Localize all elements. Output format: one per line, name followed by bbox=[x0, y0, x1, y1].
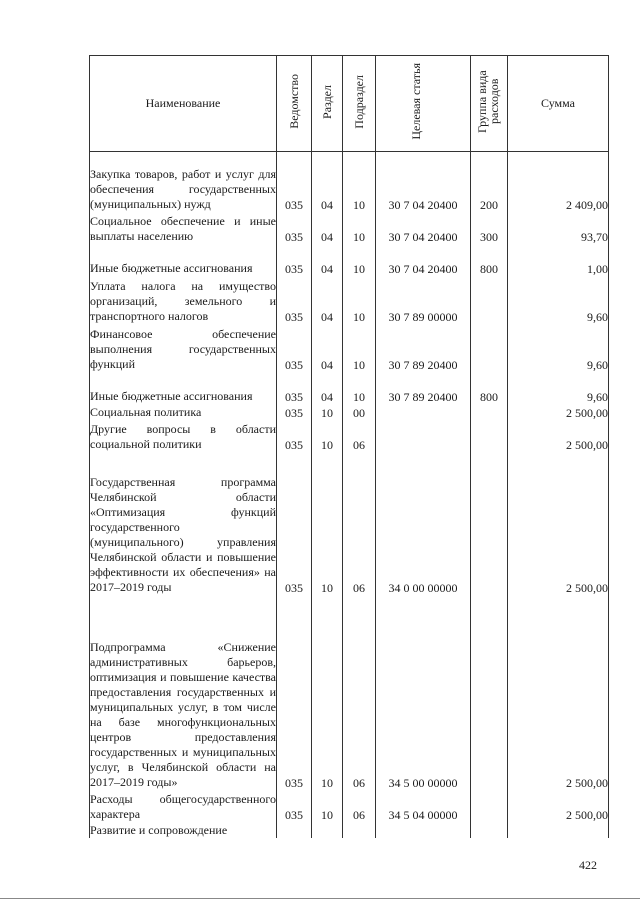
row-celevaya: 30 7 89 00000 bbox=[376, 277, 471, 325]
row-summa: 2 500,00 bbox=[508, 421, 609, 453]
row-name: Другие вопросы в области социальной политики bbox=[90, 422, 276, 452]
row-name: Развитие и сопровождение bbox=[90, 823, 277, 838]
row-podrazdel: 06 bbox=[343, 453, 376, 596]
header-gruppa-text: Группа вида расходов bbox=[475, 70, 501, 133]
table-row bbox=[90, 152, 609, 213]
row-gruppa bbox=[471, 421, 508, 453]
table-header-row bbox=[90, 56, 609, 152]
row-gruppa bbox=[471, 453, 508, 596]
row-vedomstvo: 035 bbox=[277, 277, 312, 325]
header-summa bbox=[508, 56, 609, 152]
header-celevaya-text: Целевая статья bbox=[409, 63, 423, 140]
row-razdel: 04 bbox=[312, 245, 343, 277]
row-podrazdel: 10 bbox=[343, 277, 376, 325]
header-vedomstvo bbox=[277, 56, 312, 152]
header-razdel-text: Раздел bbox=[320, 84, 334, 119]
budget-table bbox=[89, 55, 609, 838]
row-celevaya: 30 7 04 20400 bbox=[376, 213, 471, 245]
header-summa-text: Сумма bbox=[541, 96, 575, 110]
row-summa: 2 500,00 bbox=[508, 405, 609, 421]
row-gruppa bbox=[471, 325, 508, 373]
row-podrazdel: 10 bbox=[343, 325, 376, 373]
row-summa: 1,00 bbox=[508, 245, 609, 277]
row-name: Иные бюджетные ассигнования bbox=[90, 245, 277, 277]
row-razdel: 04 bbox=[312, 277, 343, 325]
row-gruppa bbox=[471, 405, 508, 421]
empty-cell bbox=[471, 823, 508, 838]
row-razdel: 04 bbox=[312, 373, 343, 405]
header-vedomstvo-text: Ведомство bbox=[287, 74, 301, 129]
row-razdel: 10 bbox=[312, 405, 343, 421]
header-celevaya bbox=[376, 56, 471, 152]
row-razdel: 04 bbox=[312, 152, 343, 213]
table-row bbox=[90, 823, 609, 838]
row-vedomstvo: 035 bbox=[277, 213, 312, 245]
row-gruppa: 800 bbox=[471, 373, 508, 405]
row-gruppa bbox=[471, 596, 508, 791]
row-celevaya: 30 7 04 20400 bbox=[376, 152, 471, 213]
row-gruppa bbox=[471, 277, 508, 325]
row-celevaya bbox=[376, 405, 471, 421]
row-razdel: 10 bbox=[312, 453, 343, 596]
row-celevaya bbox=[376, 421, 471, 453]
row-celevaya: 30 7 89 20400 bbox=[376, 325, 471, 373]
row-name: Расходы общегосударственного характера bbox=[90, 792, 276, 822]
table-row bbox=[90, 213, 609, 245]
row-vedomstvo: 035 bbox=[277, 405, 312, 421]
header-podrazdel-text: Подраздел bbox=[352, 74, 366, 129]
row-vedomstvo: 035 bbox=[277, 596, 312, 791]
row-razdel: 10 bbox=[312, 596, 343, 791]
empty-cell bbox=[508, 823, 609, 838]
table-row bbox=[90, 421, 609, 453]
row-vedomstvo: 035 bbox=[277, 373, 312, 405]
row-vedomstvo: 035 bbox=[277, 791, 312, 823]
row-gruppa: 200 bbox=[471, 152, 508, 213]
row-podrazdel: 06 bbox=[343, 421, 376, 453]
row-name: Закупка товаров, работ и услуг для обеспечения государственных (муниципальных) нужд bbox=[90, 152, 277, 213]
row-podrazdel: 10 bbox=[343, 152, 376, 213]
row-gruppa: 800 bbox=[471, 245, 508, 277]
row-name: Государственная программа Челябинской области «Оптимизация функций государственного (муниципального) управления Челябинской области и повышение эффективности их обеспечения» на 2017–2019 годы bbox=[90, 453, 277, 596]
row-podrazdel: 10 bbox=[343, 213, 376, 245]
table-row bbox=[90, 325, 609, 373]
row-podrazdel: 10 bbox=[343, 373, 376, 405]
row-gruppa bbox=[471, 791, 508, 823]
row-vedomstvo: 035 bbox=[277, 245, 312, 277]
row-razdel: 10 bbox=[312, 421, 343, 453]
header-razdel bbox=[312, 56, 343, 152]
row-razdel: 04 bbox=[312, 325, 343, 373]
row-name: Подпрограмма «Снижение административных барьеров, оптимизация и повышение качества предоставления государственных и муниципальных услуг, в том числе на базе многофункциональных центров предоставления государственных и муниципальных услуг, в Челябинской области на 2017–2019 годы» bbox=[90, 596, 277, 791]
row-summa: 2 500,00 bbox=[508, 453, 609, 596]
row-razdel: 04 bbox=[312, 213, 343, 245]
table-row bbox=[90, 245, 609, 277]
row-podrazdel: 00 bbox=[343, 405, 376, 421]
row-vedomstvo: 035 bbox=[277, 453, 312, 596]
empty-cell bbox=[376, 823, 471, 838]
row-name: Уплата налога на имущество организаций, земельного и транспортного налогов bbox=[90, 277, 277, 325]
row-summa: 2 409,00 bbox=[508, 152, 609, 213]
table-row bbox=[90, 453, 609, 596]
row-vedomstvo: 035 bbox=[277, 325, 312, 373]
empty-cell bbox=[343, 823, 376, 838]
header-podrazdel bbox=[343, 56, 376, 152]
row-vedomstvo: 035 bbox=[277, 421, 312, 453]
header-name-text: Наименование bbox=[145, 96, 221, 110]
empty-cell bbox=[277, 823, 312, 838]
header-gruppa bbox=[471, 56, 508, 152]
row-podrazdel: 10 bbox=[343, 245, 376, 277]
bottom-rule bbox=[0, 898, 640, 899]
table-body bbox=[90, 152, 609, 838]
row-summa: 9,60 bbox=[508, 277, 609, 325]
row-celevaya: 30 7 89 20400 bbox=[376, 373, 471, 405]
row-summa: 2 500,00 bbox=[508, 791, 609, 823]
row-vedomstvo: 035 bbox=[277, 152, 312, 213]
table-row bbox=[90, 596, 609, 791]
row-summa: 9,60 bbox=[508, 325, 609, 373]
row-gruppa: 300 bbox=[471, 213, 508, 245]
row-summa: 2 500,00 bbox=[508, 596, 609, 791]
row-podrazdel: 06 bbox=[343, 791, 376, 823]
row-razdel: 10 bbox=[312, 791, 343, 823]
row-summa: 93,70 bbox=[508, 213, 609, 245]
row-name: Финансовое обеспечение выполнения государственных функций bbox=[90, 325, 277, 373]
row-name: Социальная политика bbox=[90, 405, 277, 421]
row-name: Социальное обеспечение и иные выплаты населению bbox=[90, 214, 276, 244]
table-row bbox=[90, 373, 609, 405]
row-celevaya: 30 7 04 20400 bbox=[376, 245, 471, 277]
page-number: 422 bbox=[579, 858, 597, 872]
table-row bbox=[90, 277, 609, 325]
row-celevaya: 34 5 04 00000 bbox=[376, 791, 471, 823]
row-celevaya: 34 5 00 00000 bbox=[376, 596, 471, 791]
row-podrazdel: 06 bbox=[343, 596, 376, 791]
empty-cell bbox=[312, 823, 343, 838]
row-summa: 9,60 bbox=[508, 373, 609, 405]
row-celevaya: 34 0 00 00000 bbox=[376, 453, 471, 596]
table-row bbox=[90, 791, 609, 823]
header-name bbox=[90, 56, 277, 152]
row-name: Иные бюджетные ассигнования bbox=[90, 373, 277, 405]
table-row bbox=[90, 405, 609, 421]
